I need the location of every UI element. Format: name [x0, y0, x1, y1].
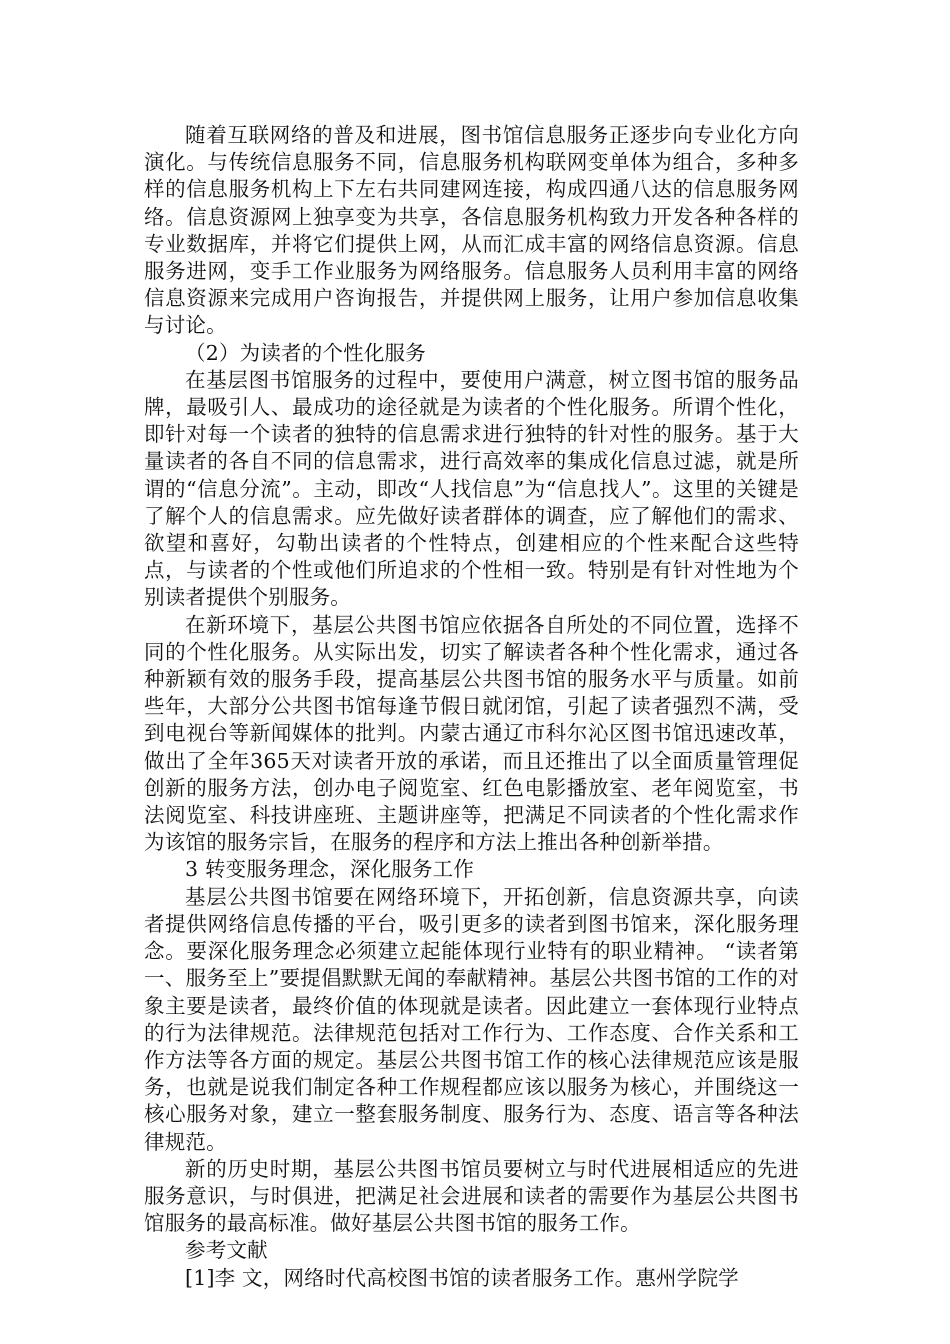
paragraph-new-environment: 在新环境下，基层公共图书馆应依据各自所处的不同位置，选择不同的个性化服务。从实际出发，切实了解读者各种个性化需求，通过各种新颖有效的服务手段，提高基层公共图书馆的服务水平与质量。如前些年，大部分公共图书馆每逢节假日就闭馆，引起了读者强烈不满，受到电视台等新闻媒体的批判。内蒙古通辽市科尔沁区图书馆迅速改革，做出了全年365天对读者开放的承诺，而且还推出了以全面质量管理促创新的服务方法，创办电子阅览室、红色电影播放室、老年阅览室，书法阅览室、科技讲座班、主题讲座等，把满足不同读者的个性化需求作为该馆的服务宗旨，在服务的程序和方法上推出各种创新举措。 [144, 612, 799, 855]
paragraph-service-concept: 基层公共图书馆要在网络环境下，开拓创新，信息资源共享，向读者提供网络信息传播的平台，吸引更多的读者到图书馆来，深化服务理念。要深化服务理念必须建立起能体现行业特有的职业精神。 “读者第一、服务至上”要提倡默默无闻的奉献精神。基层公共图书馆的工作的对象主要是读者，最终价值的体现就是读者。因此建立一套体现行业特点的行为法律规范。法律规范包括对工作行为、工作态度、合作关系和工作方法等各方面的规定。基层公共图书馆工作的核心法律规范应该是服务，也就是说我们制定各种工作规程都应该以服务为核心，并围绕这一核心服务对象，建立一整套服务制度、服务行为、态度、语言等各种法律规范。 [144, 884, 799, 1154]
heading-personalized-service: （2）为读者的个性化服务 [185, 340, 426, 365]
paragraph-new-era: 新的历史时期，基层公共图书馆员要树立与时代进展相适应的先进服务意识，与时俱进，把满足社会进展和读者的需要作为基层公共图书馆服务的最高标准。做好基层公共图书馆的服务工作。 [144, 1156, 799, 1236]
paragraph-network-service: 随着互联网络的普及和进展，图书馆信息服务正逐步向专业化方向演化。与传统信息服务不同，信息服务机构联网变单体为组合，多种多样的信息服务机构上下左右共同建网连接，构成四通八达的信息服务网络。信息资源网上独享变为共享，各信息服务机构致力开发各种各样的专业数据库，并将它们提供上网，从而汇成丰富的网络信息资源。信息服务进网，变手工作业服务为网络服务。信息服务人员利用丰富的网络信息资源来完成用户咨询报告，并提供网上服务，让用户参加信息收集与讨论。 [144, 123, 799, 338]
heading-service-concept: 3 转变服务理念，深化服务工作 [185, 857, 475, 882]
paragraph-personalized-service: 在基层图书馆服务的过程中，要使用户满意，树立图书馆的服务品牌，最吸引人、最成功的途径就是为读者的个性化服务。所谓个性化，即针对每一个读者的独特的信息需求进行独特的针对性的服务。基于大量读者的各自不同的信息需求，进行高效率的集成化信息过滤，就是所谓的“信息分流”。主动，即改“人找信息”为“信息找人”。这里的关键是了解个人的信息需求。应先做好读者群体的调查，应了解他们的需求、欲望和喜好，勾勒出读者的个性特点，创建相应的个性来配合这些特点，与读者的个性或他们所追求的个性相一致。特别是有针对性地为个别读者提供个别服务。 [144, 367, 799, 610]
document-page [144, 122, 799, 1292]
reference-item-1: [1]李 文，网络时代高校图书馆的读者服务工作。惠州学院学 [185, 1265, 739, 1290]
references-title: 参考文献 [185, 1238, 268, 1263]
